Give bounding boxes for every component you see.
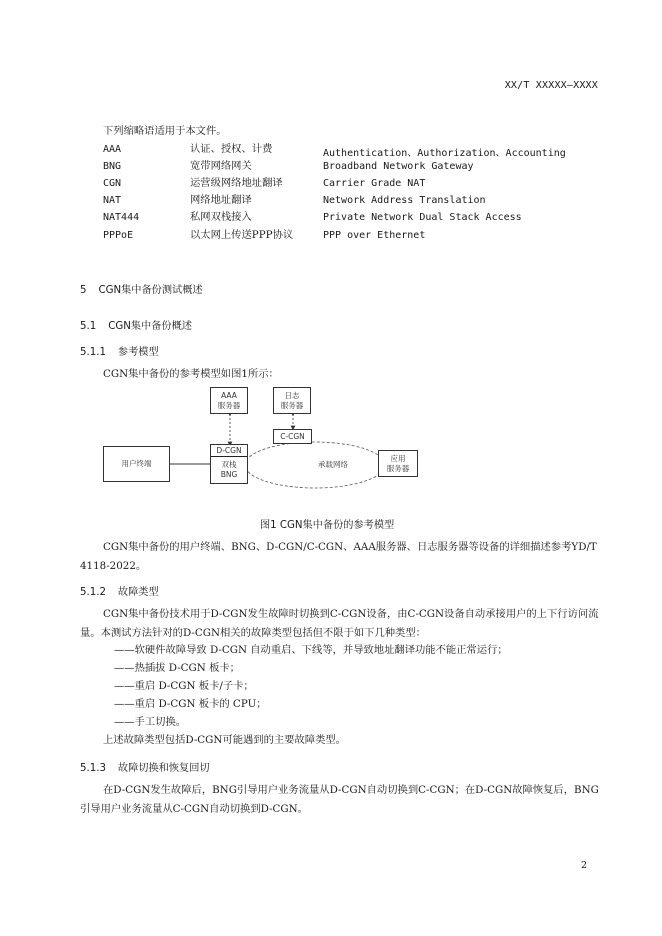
server-label: 服务器 bbox=[280, 401, 304, 410]
bng-line1: 双栈 bbox=[221, 460, 237, 469]
abbrev-chinese: 认证、授权、计费 bbox=[190, 143, 273, 155]
server-label: 服务器 bbox=[217, 401, 241, 410]
figure-caption: 图1 CGN集中备份的参考模型 bbox=[260, 520, 395, 531]
model-description: CGN集中备份的用户终端、BNG、D-CGN/C-CGN、AAA服务器、日志服务器等设备的详细描述参考YD/T 4118-2022。 bbox=[80, 541, 597, 572]
dual-stack-bng-box bbox=[210, 444, 248, 484]
list-item: ——软硬件故障导致 D-CGN 自动重启、下线等，并导致地址翻译功能不能正常运行； bbox=[114, 644, 508, 656]
abbrev-term: NAT444 bbox=[103, 212, 140, 223]
section-number: 5.1.1 bbox=[80, 347, 106, 358]
section-title: 故障切换和恢复回切 bbox=[117, 763, 210, 774]
abbrev-english: Private Network Dual Stack Access bbox=[323, 212, 522, 223]
subsection-heading bbox=[80, 583, 159, 598]
bearer-network-label: 承载网络 bbox=[318, 460, 348, 469]
log-server-box bbox=[273, 387, 311, 414]
section-title: 故障类型 bbox=[117, 587, 159, 598]
abbrev-chinese: 私网双栈接入 bbox=[190, 211, 252, 223]
d-cgn-label: D-CGN bbox=[211, 445, 247, 457]
page-number: 2 bbox=[580, 860, 587, 871]
abbrev-intro: 下列缩略语适用于本文件。 bbox=[103, 125, 227, 137]
section-number: 5.1.3 bbox=[80, 763, 106, 774]
list-item: ——手工切换。 bbox=[114, 716, 187, 728]
bng-line2: BNG bbox=[220, 470, 238, 479]
aaa-server-box bbox=[210, 387, 248, 414]
application-server-box bbox=[378, 450, 418, 477]
abbrev-english: Carrier Grade NAT bbox=[323, 178, 426, 189]
abbrev-term: BNG bbox=[103, 161, 122, 172]
abbrev-english: Broadband Network Gateway bbox=[323, 161, 474, 172]
section-title: CGN集中备份测试概述 bbox=[98, 285, 203, 296]
abbrev-chinese: 以太网上传送PPP协议 bbox=[190, 229, 294, 241]
failover-paragraph: 在D-CGN发生故障后，BNG引导用户业务流量从D-CGN自动切换到C-CGN；在D-CGN故障恢复后，BNG引导用户业务流量从C-CGN自动切换到D-CGN。 bbox=[80, 784, 599, 815]
abbrev-term: PPPoE bbox=[103, 230, 134, 241]
section-number: 5 bbox=[80, 285, 87, 296]
server-label: 服务器 bbox=[386, 464, 410, 473]
abbrev-chinese: 网络地址翻译 bbox=[190, 194, 252, 206]
abbrev-chinese: 运营级网络地址翻译 bbox=[190, 177, 283, 189]
abbrev-chinese: 宽带网络网关 bbox=[190, 160, 252, 172]
section-title: CGN集中备份概述 bbox=[108, 321, 192, 332]
fault-type-closing: 上述故障类型包括D-CGN可能遇到的主要故障类型。 bbox=[103, 734, 346, 746]
abbrev-english: Authentication、Authorization、Accounting bbox=[323, 148, 566, 159]
aaa-label: AAA bbox=[221, 391, 237, 400]
list-item: ——热插拔 D-CGN 板卡； bbox=[114, 662, 240, 674]
app-label: 应用 bbox=[390, 454, 406, 463]
section-number: 5.1.2 bbox=[80, 587, 106, 598]
user-terminal-box bbox=[103, 446, 170, 482]
abbrev-term: AAA bbox=[103, 144, 122, 155]
abbrev-term: NAT bbox=[103, 195, 122, 206]
document-code: XX/T XXXXX—XXXX bbox=[504, 80, 598, 91]
abbrev-english: Network Address Translation bbox=[323, 195, 486, 206]
section-number: 5.1 bbox=[80, 321, 97, 332]
abbrev-english: PPP over Ethernet bbox=[323, 230, 426, 241]
log-label: 日志 bbox=[284, 391, 300, 400]
user-terminal-label: 用户终端 bbox=[121, 459, 152, 468]
figure-intro: CGN集中备份的参考模型如图1所示： bbox=[103, 368, 279, 380]
c-cgn-label: C-CGN bbox=[280, 432, 305, 441]
c-cgn-box bbox=[273, 429, 312, 444]
list-item: ——重启 D-CGN 板卡/子卡； bbox=[114, 680, 254, 692]
abbrev-term: CGN bbox=[103, 178, 122, 189]
section-title: 参考模型 bbox=[117, 347, 159, 358]
subsection-heading bbox=[80, 759, 210, 774]
bearer-network-cloud bbox=[245, 442, 385, 488]
list-item: ——重启 D-CGN 板卡的 CPU； bbox=[114, 698, 267, 710]
fault-type-paragraph: CGN集中备份技术用于D-CGN发生故障时切换到C-CGN设备，由C-CGN设备自动承接用户的上下行访问流量。本测试方法针对的D-CGN相关的故障类型包括但不限于如下几种类型： bbox=[80, 608, 599, 639]
